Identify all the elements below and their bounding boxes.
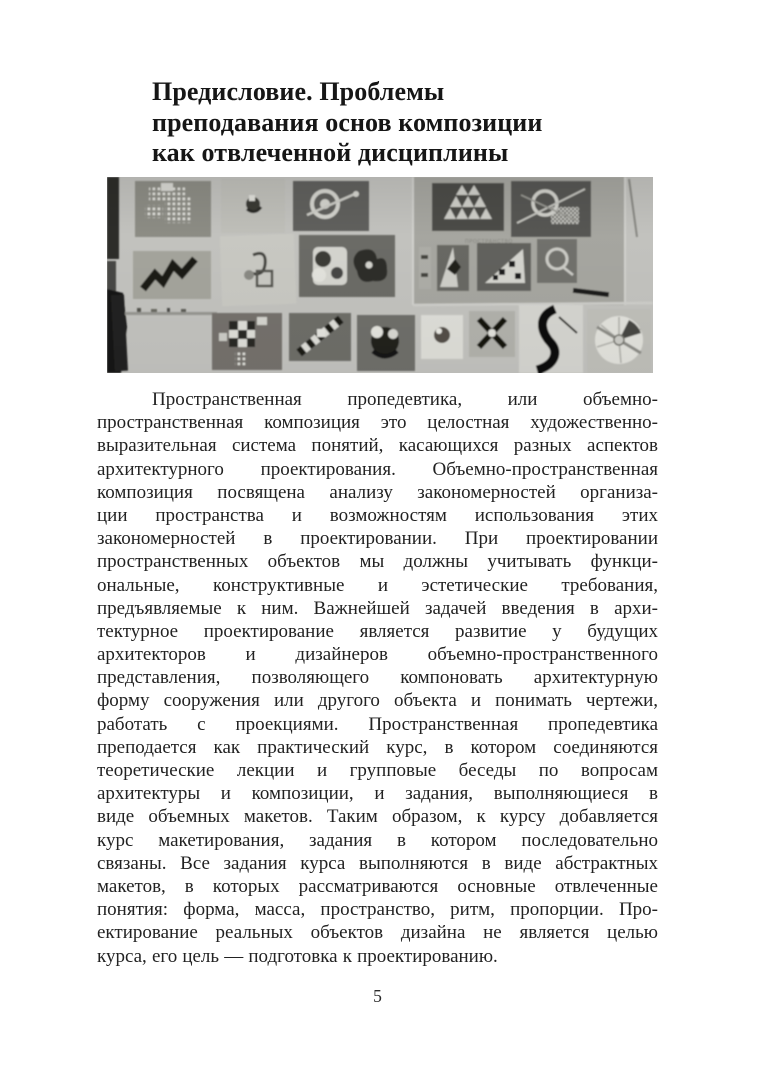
body-line: композиция посвящена анализу закономерностей организа- <box>97 481 658 503</box>
body-line: понятия: форма, масса, пространство, ритм, пропорции. Про- <box>97 899 658 921</box>
body-line: ектирование реальных объектов дизайна не является целью <box>97 922 658 944</box>
body-line: ональные, конструктивные и эстетические требования, <box>97 574 658 596</box>
exhibition-photo <box>107 177 653 373</box>
body-line: работать с проекциями. Пространственная пропедевтика <box>97 713 658 735</box>
body-line: макетов, в которых рассматриваются основные отвлеченные <box>97 875 658 897</box>
body-line: виде объемных макетов. Таким образом, к курсу добавляется <box>97 806 658 828</box>
body-line: выразительная система понятий, касающихся разных аспектов <box>97 435 658 457</box>
chapter-title-line: преподавания основ композиции <box>152 107 543 137</box>
body-line: тектурное проектирование является развитие у будущих <box>97 620 658 642</box>
body-line: пространственная композиция это целостная художественно- <box>97 412 658 434</box>
body-line: пространственных объектов мы должны учитывать функци- <box>97 551 658 573</box>
body-line: архитектурного проектирования. Объемно-пространственная <box>97 458 658 480</box>
body-line: предъявляемые к ним. Важнейшей задачей введения в архи- <box>97 597 658 619</box>
body-line: архитекторов и дизайнеров объемно-пространственного <box>97 644 658 666</box>
page-number: 5 <box>373 986 382 1006</box>
body-line: курс макетирования, задания в котором последовательно <box>97 829 658 851</box>
body-line: Пространственная пропедевтика, или объемно- <box>152 389 658 410</box>
chapter-title-line: Предисловие. Проблемы <box>152 77 445 106</box>
body-line: форму сооружения или другого объекта и понимать чертежи, <box>97 690 658 712</box>
body-line: связаны. Все задания курса выполняются в виде абстрактных <box>97 852 658 874</box>
exhibition-photo-svg <box>107 177 653 373</box>
body-line: закономерностей в проектировании. При проектировании <box>97 528 658 550</box>
body-line: теоретические лекции и групповые беседы по вопросам <box>97 760 658 781</box>
body-line: архитектуры и композиции, и задания, выполняющиеся в <box>97 783 658 805</box>
body-line: представления, позволяющего компоновать архитектурную <box>97 667 658 689</box>
chapter-title-line: как отвлеченной дисциплины <box>152 138 509 167</box>
chapter-title <box>152 77 692 169</box>
body-line: ции пространства и возможностям использования этих <box>97 504 658 526</box>
body-paragraph <box>97 388 658 968</box>
body-line: преподается как практический курс, в котором соединяются <box>97 736 658 758</box>
body-line: курса, его цель — подготовка к проектированию. <box>97 945 498 967</box>
photo-shading <box>107 177 653 373</box>
